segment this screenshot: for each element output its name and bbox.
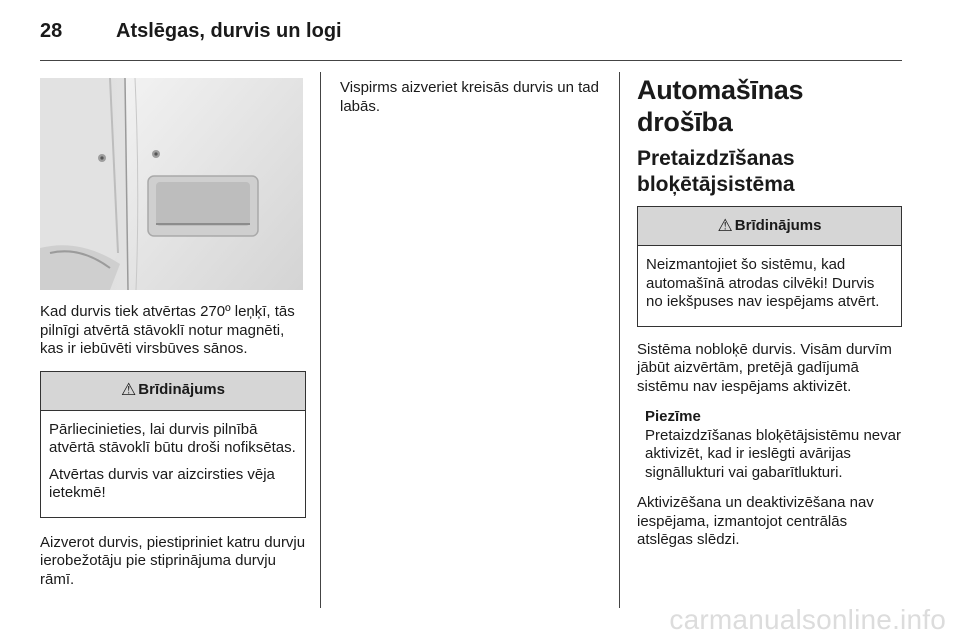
left-column xyxy=(40,303,306,601)
warning-header xyxy=(638,207,901,246)
page-number: 28 xyxy=(40,20,63,42)
warning-text-1: Pārliecinieties, lai durvis pilnībā atvērtā stāvoklī būtu droši nofiksētas. xyxy=(49,420,296,456)
page-header xyxy=(0,0,960,62)
photo-caption: Kad durvis tiek atvērtas 270º leņķī, tās pilnīgi atvērtā stāvoklī notur magnēti, kas ir iebūvēti virsbūves sānos. xyxy=(40,303,295,357)
warning-box-antitheft xyxy=(637,206,902,327)
column-divider-2 xyxy=(619,72,620,608)
chapter-title: Atslēgas, durvis un logi xyxy=(116,20,342,42)
activation-text: Aktivizēšana un deaktivizēšana nav iespējama, izmantojot centrālās atslēgas slēdzi. xyxy=(637,494,874,548)
section-heading: Automašīnas drošība xyxy=(637,75,804,137)
warning-text: Neizmantojiet šo sistēmu, kad automašīnā atrodas cilvēki! Durvis no iekšpuses nav iespējams atvērt. xyxy=(646,256,880,310)
door-closing-text: Aizverot durvis, piestipriniet katru durvju ierobežotāju pie stiprinājuma durvju rāmī. xyxy=(40,533,306,588)
warning-box-door xyxy=(40,371,306,518)
subsection-heading: Pretaizdzīšanas bloķētājsistēma xyxy=(637,147,795,196)
door-photo xyxy=(40,78,303,290)
warning-text-2: Atvērtas durvis var aizcirsties vēja ietekmē! xyxy=(49,465,275,501)
close-order-text: Vispirms aizveriet kreisās durvis un tad labās. xyxy=(340,79,599,115)
note-box xyxy=(637,408,902,482)
note-text: Pretaizdzīšanas bloķētājsistēmu nevar aktivizēt, kad ir ieslēgti avārijas signāllukturi vai gabarītlukturi. xyxy=(645,426,901,481)
warning-title: Brīdinājums xyxy=(138,381,225,399)
warning-triangle-icon: ⚠ xyxy=(121,380,137,400)
header-divider xyxy=(40,60,902,61)
warning-header xyxy=(41,372,305,411)
warning-body xyxy=(41,411,305,517)
watermark: carmanualsonline.info xyxy=(669,604,946,635)
warning-triangle-icon: ⚠ xyxy=(717,215,733,235)
system-description: Sistēma nobloķē durvis. Visām durvīm jābūt aizvērtām, pretējā gadījumā sistēmu nav iespējams aktivizēt. xyxy=(637,340,892,395)
note-title: Piezīme xyxy=(645,408,701,425)
column-divider-1 xyxy=(320,72,321,608)
middle-column xyxy=(340,79,600,128)
right-column xyxy=(637,74,902,562)
warning-body xyxy=(638,246,901,326)
warning-title: Brīdinājums xyxy=(734,216,822,234)
